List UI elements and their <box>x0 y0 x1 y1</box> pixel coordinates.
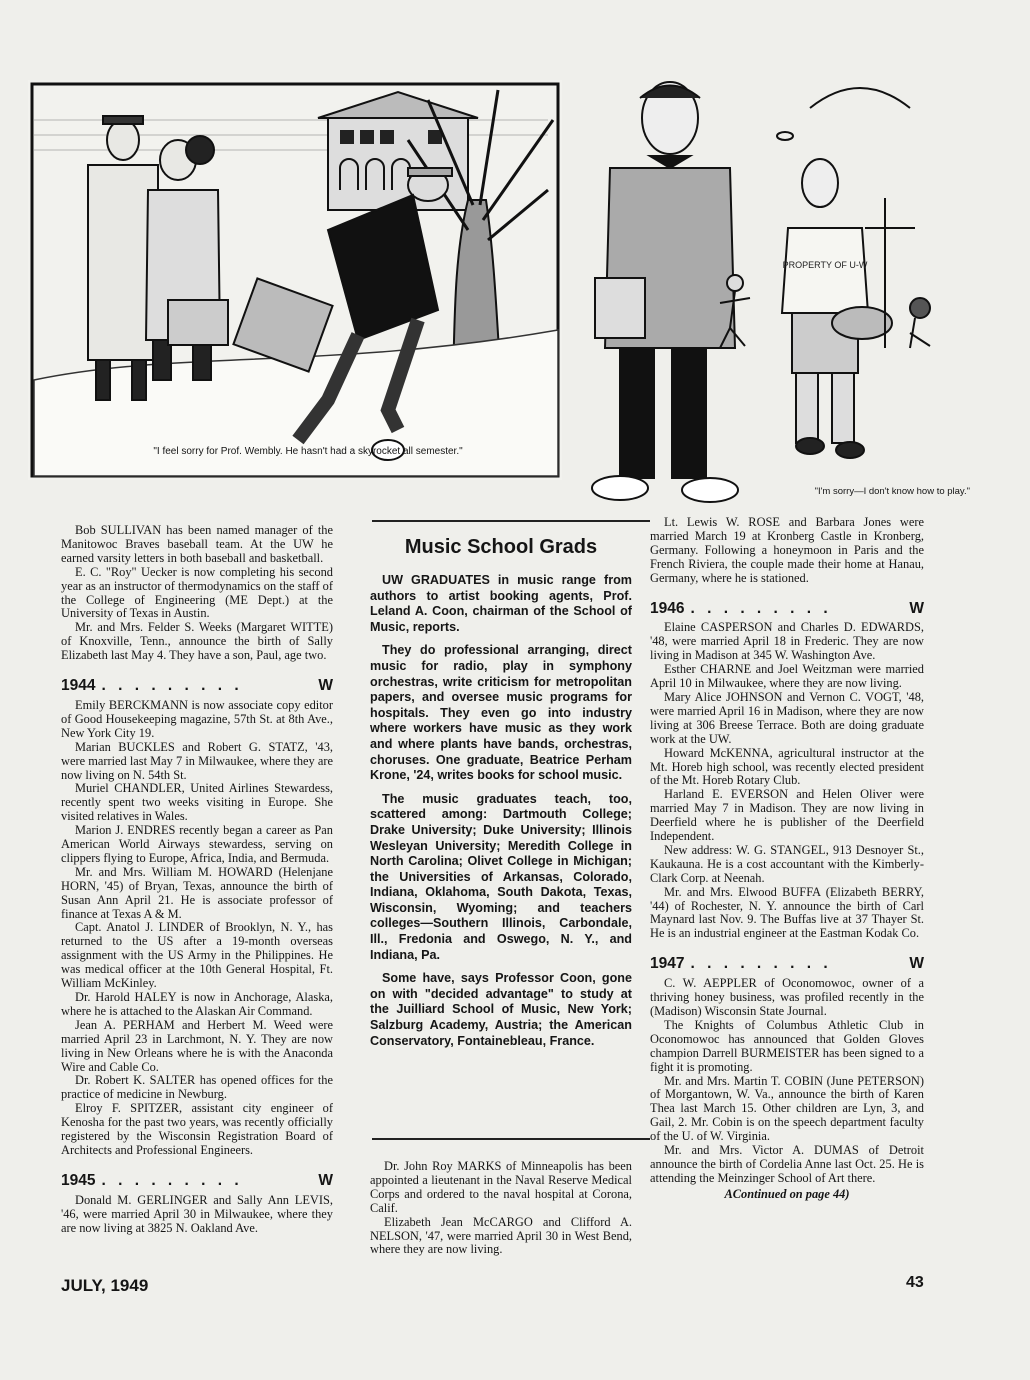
class-note: Mr. and Mrs. Elwood BUFFA (Elizabeth BERRY, '44) of Rochester, N. Y. announce the birth of Carl Maynard last Nov. 9. The Buffas live at 37 Thayer St. He is an industrial engineer at the Eastman Kodak Co. <box>650 884 924 941</box>
column-center <box>370 536 632 1057</box>
cartoon-left-caption: "I feel sorry for Prof. Wembly. He hasn't had a skyrocket all semester." <box>153 446 463 457</box>
class-note: New address: W. G. STANGEL, 913 Desnoyer St., Kaukauna. He is a cost accountant with the Kimberly-Clark Corp. at Neenah. <box>650 842 924 885</box>
article-paragraph: UW GRADUATES in music range from authors to artist booking agents, Prof. Leland A. Coon, chairman of the School of Music, reports. <box>370 573 632 634</box>
cartoon-right <box>570 78 970 508</box>
paragraph: Lt. Lewis W. ROSE and Barbara Jones were married March 19 at Kronberg Castle in Kronberg, Germany. Following a honeymoon in Paris and the French Riviera, the couple made their home at Hanau, Germany, where he is stationed. <box>650 515 924 585</box>
class-note: Muriel CHANDLER, United Airlines Stewardess, recently spent two weeks visiting in Europe. She visited relatives in Wales. <box>61 781 333 824</box>
class-note: Esther CHARNE and Joel Weitzman were married April 10 in Milwaukee, where they are now living. <box>650 662 924 691</box>
column-left <box>61 524 333 1236</box>
class-note: Donald M. GERLINGER and Sally Ann LEVIS, '46, were married April 30 in Milwaukee, where they are now living at 3825 N. Oakland Ave. <box>61 1192 333 1235</box>
center-top-rule <box>372 520 650 522</box>
paragraph: E. C. "Roy" Uecker is now completing his second year as an instructor of thermodynamics on the staff of the College of Engineering (ME Dept.) at the University of Texas in Austin. <box>61 564 333 621</box>
class-note: Dr. Harold HALEY is now in Anchorage, Alaska, where he is attached to the Alaskan Air Command. <box>61 990 333 1018</box>
class-note: Marion J. ENDRES recently began a career as Pan American World Airways stewardess, serving on clippers flying to Europe, Africa, India, and Bermuda. <box>61 823 333 865</box>
article-paragraph: Some have, says Professor Coon, gone on with "decided advantage" to study at the Juilliard School of Music, New York; Salzburg Academy, Austria; the American Conservatory, Fontainebleau, France. <box>370 971 632 1048</box>
article-paragraph: They do professional arranging, direct music for radio, play in symphony orchestras, write criticism for metropolitan papers, and oversee music programs for hospitals. They even go into industry where workers have music as they work and where plants have bands, orchestras, choruses. One graduate, Beatrice Perham Krone, '24, writes books for school music. <box>370 643 632 783</box>
footer-date: JULY, 1949 <box>61 1276 149 1295</box>
class-note: Dr. John Roy MARKS of Minneapolis has been appointed a lieutenant in the Naval Reserve Medical Corps and ordered to the naval hospital at Corona, Calif. <box>370 1159 632 1215</box>
paragraph: Mr. and Mrs. Felder S. Weeks (Margaret WITTE) of Knoxville, Tenn., announce the birth of Sally Elizabeth last May 4. They have a son, Paul, age two. <box>61 620 333 663</box>
center-bottom-rule <box>372 1138 650 1140</box>
shirt-text: PROPERTY OF U-W <box>782 260 868 270</box>
class-note: Mr. and Mrs. William M. HOWARD (Helenjane HORN, '45) of Bryan, Texas, announce the birth of Susan Ann April 21. He is associate professor of finance at Texas A & M. <box>61 864 333 921</box>
class-note: Mr. and Mrs. Martin T. COBIN (June PETERSON) of Morgantown, W. Va., announce the birth of Karen Thea last March 15. Other children are Lyn, 3, and Gail, 2. Mr. Cobin is on the speech department faculty of the U. of W. Virginia. <box>650 1073 924 1144</box>
class-note: Emily BERCKMANN is now associate copy editor of Good Housekeeping magazine, 57th St. at 8th Ave., New York City 19. <box>61 697 333 740</box>
year-heading-1945: 1945 . . . . . . . . . W <box>61 1171 333 1189</box>
year-heading-1944: 1944 . . . . . . . . . W <box>61 677 333 695</box>
article-paragraph: The music graduates teach, too, scattered among: Dartmouth College; Drake University; Duke University; Illinois Wesleyan University; Meredith College in North Carolina; Olivet College in Michigan; the Universities of Arkansas, Colorado, Indiana, Oklahoma, South Dakota, Texas, Wisconsin, Wyoming; and teachers colleges—Southern Illinois, Carbondale, Ill., Fredonia and Oswego, N. Y., and Indiana, Pa. <box>370 791 632 962</box>
class-note: Elizabeth Jean McCARGO and Clifford A. NELSON, '47, were married April 30 in West Bend, where they are now living. <box>370 1214 632 1257</box>
class-note: Dr. Robert K. SALTER has opened offices for the practice of medicine in Newburg. <box>61 1073 333 1102</box>
class-note: Elroy F. SPITZER, assistant city engineer of Kenosha for the past two years, was recently officially registered by the Wisconsin Registration Board of Architects and Professional Engineers. <box>61 1101 333 1157</box>
cartoon-right-caption: "I'm sorry—I don't know how to play." <box>814 486 970 497</box>
cartoon-left <box>28 80 562 480</box>
year-heading-1947: 1947 . . . . . . . . . W <box>650 955 924 973</box>
column-right <box>650 516 924 1202</box>
class-note: Harland E. EVERSON and Helen Oliver were married May 7 in Madison. They are now living in Deerfield where he is publisher of the Deerfield Independent. <box>650 787 924 844</box>
class-note: Elaine CASPERSON and Charles D. EDWARDS, '48, were married April 18 in Frederic. They are now living in Madison at 345 W. Washington Ave. <box>650 620 924 663</box>
music-article-title: Music School Grads <box>404 536 598 558</box>
class-note: Mr. and Mrs. Victor A. DUMAS of Detroit announce the birth of Cordelia Anne last Oct. 25. He is attending the Meinzinger School of Art there. <box>650 1143 924 1185</box>
class-note: Mary Alice JOHNSON and Vernon C. VOGT, '48, were married April 16 in Madison, where they are now living at 306 Breese Terrace. Both are doing graduate work at the UW. <box>650 689 924 746</box>
class-note: C. W. AEPPLER of Oconomowoc, owner of a thriving honey business, was profiled recently in the (Madison) Wisconsin State Journal. <box>650 976 924 1018</box>
year-heading-1946: 1946 . . . . . . . . . W <box>650 599 924 617</box>
class-note: Howard McKENNA, agricultural instructor at the Mt. Horeb high school, was recently elected president of the Mt. Horeb Rotary Club. <box>650 745 924 788</box>
column-center-lower <box>370 1160 632 1257</box>
page-number: 43 <box>906 1274 924 1291</box>
paragraph: Bob SULLIVAN has been named manager of the Manitowoc Braves baseball team. At the UW he earned varsity letters in both baseball and basketball. <box>61 523 333 565</box>
class-note: Jean A. PERHAM and Herbert M. Weed were married April 23 in Larchmont, N. Y. They are now living in New Orleans where he is with the Anaconda Wire and Cable Co. <box>61 1017 333 1074</box>
class-note: Capt. Anatol J. LINDER of Brooklyn, N. Y., has returned to the US after a 19-month overseas assignment with the US Army in the Philippines. He was medical officer at the 10th General Hospital, Ft. William McKinley. <box>61 920 333 991</box>
cartoon-left-illustration <box>28 80 562 480</box>
continued-note: AContinued on page 44) <box>724 1186 850 1201</box>
cartoon-right-illustration <box>570 78 970 508</box>
class-note: Marian BUCKLES and Robert G. STATZ, '43, were married last May 7 in Milwaukee, where they are now living on N. 54th St. <box>61 739 333 782</box>
class-note: The Knights of Columbus Athletic Club in Oconomowoc has announced that Golden Gloves champion Darrell BURMEISTER has been signed to a fight it is promoting. <box>650 1017 924 1074</box>
